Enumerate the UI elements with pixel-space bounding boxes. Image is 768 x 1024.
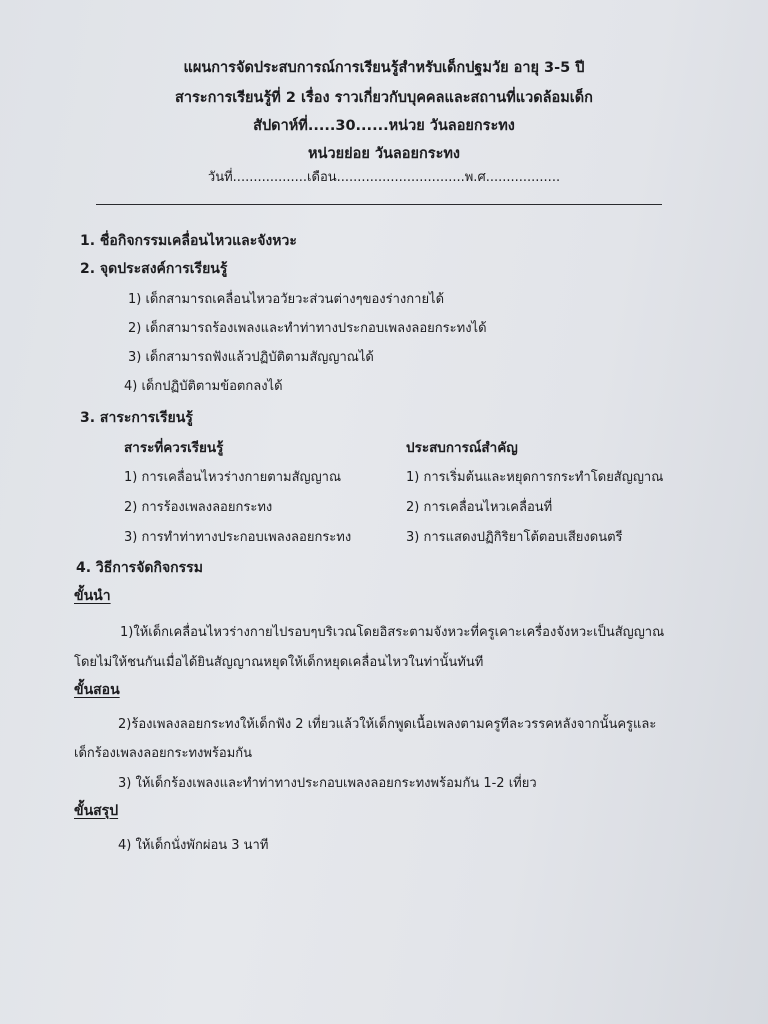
experience-column-header: ประสบการณ์สำคัญ [406, 440, 518, 456]
content-item: 1) การเคลื่อนไหวร่างกายตามสัญญาณ [124, 470, 342, 485]
section-4-title: 4. วิธีการจัดกิจกรรม [76, 560, 203, 576]
objective-item: 3) เด็กสามารถฟังแล้วปฏิบัติตามสัญญาณได้ [128, 350, 374, 365]
summary-step-label: ขั้นสรุป [74, 803, 119, 819]
intro-step-text: โดยไม่ให้ชนกันเมื่อได้ยินสัญญาณหยุดให้เด็กหยุดเคลื่อนไหวในท่านั้นทันที [74, 655, 484, 670]
intro-step-text: 1)ให้เด็กเคลื่อนไหวร่างกายไปรอบๆบริเวณโดยอิสระตามจังหวะที่ครูเคาะเครื่องจังหวะเป็นสัญญาณ [120, 625, 665, 640]
content-item: 3) การทำท่าทางประกอบเพลงลอยกระทง [124, 530, 352, 545]
experience-item: 3) การแสดงปฏิกิริยาโต้ตอบเสียงดนตรี [406, 530, 623, 545]
section-3-title: 3. สาระการเรียนรู้ [80, 410, 193, 426]
section-1-title: 1. ชื่อกิจกรรมเคลื่อนไหวและจังหวะ [80, 233, 297, 249]
experience-item: 2) การเคลื่อนไหวเคลื่อนที่ [406, 500, 553, 515]
summary-step-text: 4) ให้เด็กนั่งพักผ่อน 3 นาที [118, 838, 269, 853]
intro-step-label: ขั้นนำ [74, 588, 111, 604]
plan-title: แผนการจัดประสบการณ์การเรียนรู้สำหรับเด็กปฐมวัย อายุ 3-5 ปี [183, 60, 585, 76]
header-divider [96, 204, 662, 205]
objective-item: 4) เด็กปฏิบัติตามข้อตกลงได้ [124, 379, 283, 394]
teaching-step-text: เด็กร้องเพลงลอยกระทงพร้อมกัน [74, 746, 253, 761]
experience-item: 1) การเริ่มต้นและหยุดการกระทำโดยสัญญาณ [406, 470, 664, 485]
subunit-line: หน่วยย่อย วันลอยกระทง [308, 146, 460, 162]
section-2-title: 2. จุดประสงค์การเรียนรู้ [80, 261, 228, 277]
objective-item: 2) เด็กสามารถร้องเพลงและทำท่าทางประกอบเพลงลอยกระทงได้ [128, 321, 487, 336]
content-item: 2) การร้องเพลงลอยกระทง [124, 500, 273, 515]
subject-title: สาระการเรียนรู้ที่ 2 เรื่อง ราวเกี่ยวกับบุคคลและสถานที่แวดล้อมเด็ก [175, 90, 593, 106]
date-line: วันที่..................เดือน...............................พ.ศ.................. [207, 170, 561, 185]
week-unit-line: สัปดาห์ที่.....30......หน่วย วันลอยกระทง [253, 118, 515, 134]
objective-item: 1) เด็กสามารถเคลื่อนไหวอวัยวะส่วนต่างๆของร่างกายได้ [128, 292, 445, 307]
teaching-step-text: 2)ร้องเพลงลอยกระทงให้เด็กฟัง 2 เที่ยวแล้วให้เด็กพูดเนื้อเพลงตามครูทีละวรรคหลังจากนั้นครูและ [118, 717, 657, 732]
teaching-step-label: ขั้นสอน [74, 682, 120, 698]
content-column-header: สาระที่ควรเรียนรู้ [124, 440, 224, 456]
teaching-step-text: 3) ให้เด็กร้องเพลงและทำท่าทางประกอบเพลงลอยกระทงพร้อมกัน 1-2 เที่ยว [118, 776, 537, 791]
